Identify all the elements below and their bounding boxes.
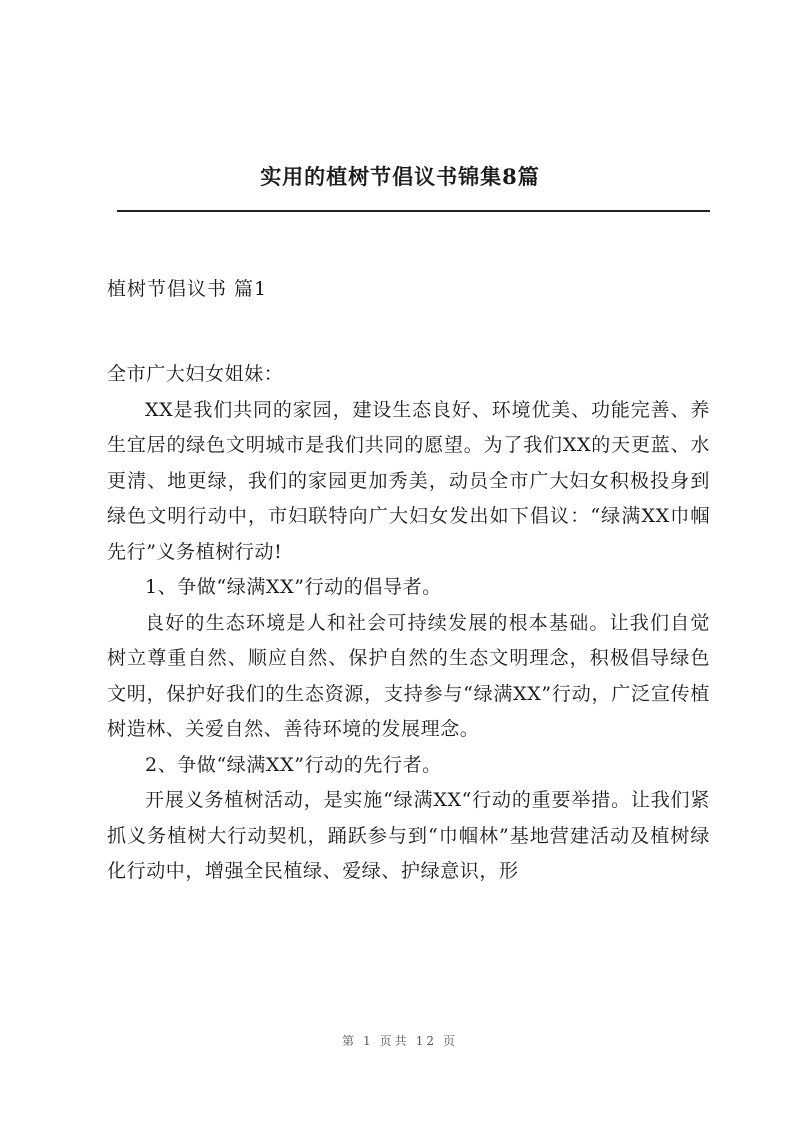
document-title: 实用的植树节倡议书锦集8篇 (260, 164, 540, 189)
page-footer (0, 1032, 800, 1049)
paragraph: 良好的生态环境是人和社会可持续发展的根本基础。让我们自觉树立尊重自然、顺应自然、保护自然的生态文明理念，积极倡导绿色文明，保护好我们的生态资源，支持参与“绿满XX”行动，广泛宣传植树造林、关爱自然、善待环境的发展理念。 (107, 611, 710, 740)
section-heading: 植树节倡议书 篇1 (107, 278, 268, 300)
footer-suffix: 页 (442, 1034, 458, 1048)
paragraph: 2、争做“绿满XX”行动的先行者。 (145, 753, 442, 776)
paragraph: 1、争做“绿满XX”行动的倡导者。 (145, 576, 442, 598)
footer-middle: 页共 (379, 1034, 410, 1048)
salutation: 全市广大妇女姐妹： (107, 363, 284, 385)
document-body (107, 357, 710, 890)
paragraph: 开展义务植树活动，是实施“绿满XX“行动的重要举措。让我们紧抓义务植树大行动契机，踊跃参与到“巾帼林”基地营建活动及植树绿化行动中，增强全民植绿、爱绿、护绿意识，形 (107, 789, 710, 882)
footer-prefix: 第 (342, 1034, 358, 1048)
footer-page-number: 1 (363, 1034, 374, 1048)
footer-total-pages: 12 (415, 1034, 437, 1048)
paragraph: XX是我们共同的家园，建设生态良好、环境优美、功能完善、养生宜居的绿色文明城市是我们共同的愿望。为了我们XX的天更蓝、水更清、地更绿，我们的家园更加秀美，动员全市广大妇女积极投身到绿色文明行动中，市妇联特向广大妇女发出如下倡议：“绿满XX巾帼先行”义务植树行动! (107, 398, 710, 563)
title-divider (117, 210, 710, 212)
